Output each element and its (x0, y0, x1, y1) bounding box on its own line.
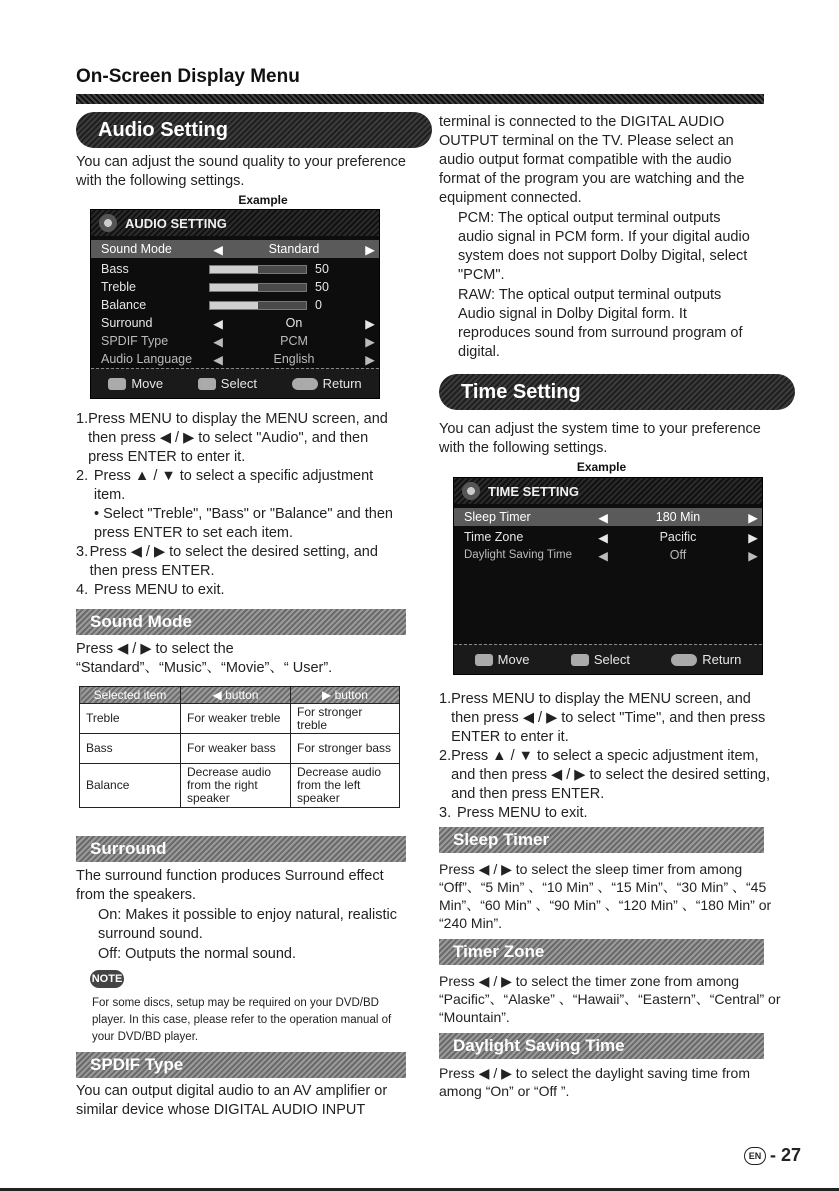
spdif-heading: SPDIF Type (76, 1052, 406, 1078)
osd-row-daylight: Daylight Saving Time ◀ Off ▶ (464, 548, 758, 563)
osd-row-audio-language: Audio Language ◀ English ▶ (101, 352, 375, 367)
time-osd-screen (453, 477, 763, 675)
audio-osd-title: AUDIO SETTING (91, 210, 379, 236)
osd-row-sound-mode: Sound Mode ◀ Standard ▶ (91, 240, 379, 258)
bass-meter (209, 265, 307, 274)
table-header: ◀ button (181, 687, 291, 704)
osd-row-bass: Bass 50 (101, 262, 329, 276)
audio-osd-screen (90, 209, 380, 399)
osd-row-sleep-timer: Sleep Timer ◀ 180 Min ▶ (454, 508, 762, 526)
surround-text: The surround function produces Surround effect from the speakers. (76, 868, 384, 903)
table-header: ▶ button (291, 687, 400, 704)
audio-step-1: 1. Press MENU to display the MENU screen, and then press ◀ / ▶ to select "Audio", and then press ENTER to enter it. (76, 411, 388, 465)
spdif-text: You can output digital audio to an AV amplifier or similar device whose DIGITAL AUDIO INPUT (76, 1083, 388, 1118)
time-osd-title: TIME SETTING (454, 478, 762, 504)
osd-row-balance: Balance 0 (101, 298, 322, 312)
table-header-row (80, 687, 400, 704)
page-number-text: - 27 (770, 1145, 802, 1165)
audio-step-4: 4. Press MENU to exit. (76, 582, 225, 598)
treble-meter (209, 283, 307, 292)
osd-row-treble: Treble 50 (101, 280, 329, 294)
daylight-saving-heading: Daylight Saving Time (439, 1033, 764, 1059)
page-title: On-Screen Display Menu (76, 66, 300, 87)
audio-example-caption: Example (238, 193, 288, 207)
sleep-timer-text: Press ◀ / ▶ to select the sleep timer from among “Off”、“5 Min” 、“10 Min” 、“15 Min”、“30 Min” 、“45 Min”、“60 Min” 、“90 Min” 、“120 Min” 、“180 Min” or “240 Min”. (439, 861, 772, 931)
time-steps (439, 690, 779, 823)
audio-step-3: 3. Press ◀ / ▶ to select the desired setting, and then press ENTER. (76, 544, 378, 579)
move-icon (108, 378, 126, 390)
daylight-saving-text: Press ◀ / ▶ to select the daylight saving time from among “On” or “Off ”. (439, 1065, 750, 1099)
audio-intro: You can adjust the sound quality to your preference with the following settings. (76, 154, 406, 189)
table-row: Bass For weaker bass For stronger bass (80, 734, 400, 764)
osd-logo-icon (462, 482, 480, 500)
time-setting-heading: Time Setting (439, 374, 795, 410)
osd-row-spdif: SPDIF Type ◀ PCM ▶ (101, 334, 375, 349)
osd-row-surround: Surround ◀ On ▶ (101, 316, 375, 331)
menu-return-icon (292, 378, 318, 390)
timer-zone-text: Press ◀ / ▶ to select the timer zone from among “Pacific”、“Alaske” 、“Hawaii”、“Eastern”、“Central” or “Mountain”. (439, 973, 781, 1025)
balance-meter (209, 301, 307, 310)
table-row: Balance Decrease audio from the right speaker Decrease audio from the left speaker (80, 764, 400, 808)
time-step-2: 2. Press ▲ / ▼ to select a specic adjustment item, and then press ◀ / ▶ to select the desired setting, and then press ENTER. (439, 748, 771, 802)
note-icon: NOTE (90, 970, 124, 988)
surround-on: On: Makes it possible to enjoy natural, realistic surround sound. (98, 907, 397, 942)
osd-row-time-zone: Time Zone ◀ Pacific ▶ (464, 530, 758, 545)
audio-step-2: 2. Press ▲ / ▼ to select a specific adjustment item. (76, 468, 374, 503)
select-icon (571, 654, 589, 666)
table-row: Treble For weaker treble For stronger treble (80, 704, 400, 734)
sleep-timer-heading: Sleep Timer (439, 827, 764, 853)
sound-mode-heading: Sound Mode (76, 609, 406, 635)
audio-setting-heading: Audio Setting (76, 112, 432, 148)
select-icon (198, 378, 216, 390)
timer-zone-heading: Timer Zone (439, 939, 764, 965)
menu-return-icon (671, 654, 697, 666)
en-language-badge: EN (744, 1147, 766, 1165)
sound-mode-table (79, 686, 400, 808)
header-divider (76, 94, 764, 104)
time-step-3: 3. Press MENU to exit. (439, 805, 588, 821)
audio-step-2-bullet: • Select "Treble", "Bass" or "Balance" and then press ENTER to set each item. (94, 506, 393, 541)
spdif-raw: RAW: The optical output terminal outputs Audio signal in Dolby Digital form. It reproduces sound from surround program of digital. (458, 287, 743, 360)
table-header: Selected item (80, 687, 181, 704)
surround-note: For some discs, setup may be required on your DVD/BD player. In this case, please refer to the operation manual of your DVD/BD player. (92, 997, 392, 1043)
surround-off: Off: Outputs the normal sound. (98, 946, 297, 962)
sound-mode-text: Press ◀ / ▶ to select the “Standard”、“Music”、“Movie”、“ User”. (76, 641, 333, 676)
time-example-caption: Example (576, 460, 627, 474)
time-osd-footer: Move Select Return (454, 644, 762, 674)
page-number (744, 1145, 801, 1166)
surround-heading: Surround (76, 836, 406, 862)
time-step-1: 1. Press MENU to display the MENU screen, and then press ◀ / ▶ to select "Time", and then press ENTER to enter it. (439, 691, 766, 745)
time-intro: You can adjust the system time to your preference with the following settings. (439, 421, 761, 456)
spdif-pcm: PCM: The optical output terminal outputs audio signal in PCM form. If your digital audio system does not support Dolby Digital, select "PCM". (458, 210, 750, 283)
spdif-continued: terminal is connected to the DIGITAL AUDIO OUTPUT terminal on the TV. Please select an audio output format compatible with the audio format of the program you are watching and the equipment connected. (439, 114, 745, 206)
audio-osd-footer: Move Select Return (91, 368, 379, 398)
move-icon (475, 654, 493, 666)
osd-logo-icon (99, 214, 117, 232)
audio-steps (76, 410, 406, 600)
